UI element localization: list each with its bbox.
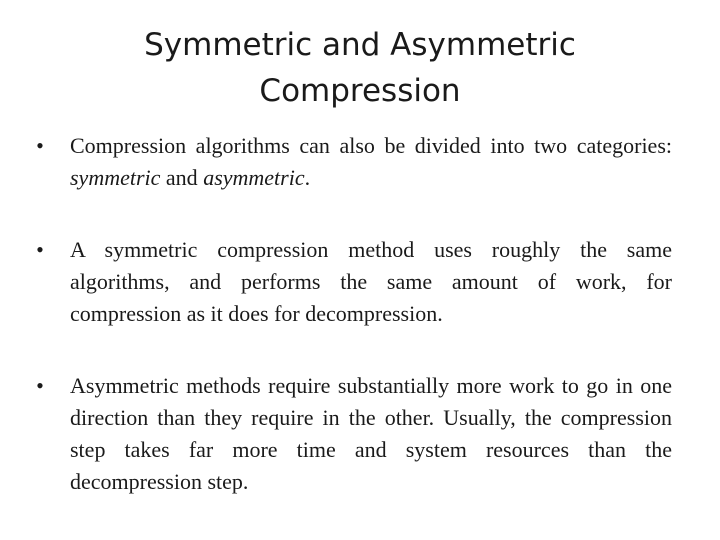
bullet-list <box>30 130 672 498</box>
bullet-text-middle: and <box>160 165 204 190</box>
bullet-item-categories <box>30 130 672 194</box>
bullet-dot-icon: • <box>36 133 44 158</box>
bullet-text-prefix: Compression algorithms can also be divided into two categories: <box>70 133 672 158</box>
bullet-item-symmetric <box>30 234 672 330</box>
bullet-text-suffix: . <box>304 165 311 190</box>
bullet-dot-icon: • <box>36 237 44 262</box>
term-asymmetric: asymmetric <box>203 165 305 190</box>
bullet-dot-icon: • <box>36 373 44 398</box>
slide-title-line-1: Symmetric and Asymmetric <box>144 27 576 63</box>
slide-title <box>0 22 720 114</box>
bullet-text: A symmetric compression method uses roughly the same algorithms, and performs the same amount of work, for compression as it does for decompression. <box>70 237 672 326</box>
bullet-item-asymmetric <box>30 370 672 498</box>
slide-title-line-2: Compression <box>259 73 461 109</box>
bullet-text: Asymmetric methods require substantially more work to go in one direction than they require in the other. Usually, the compression step takes far more time and system resources than the decompression step. <box>70 373 672 494</box>
term-symmetric: symmetric <box>70 165 161 190</box>
